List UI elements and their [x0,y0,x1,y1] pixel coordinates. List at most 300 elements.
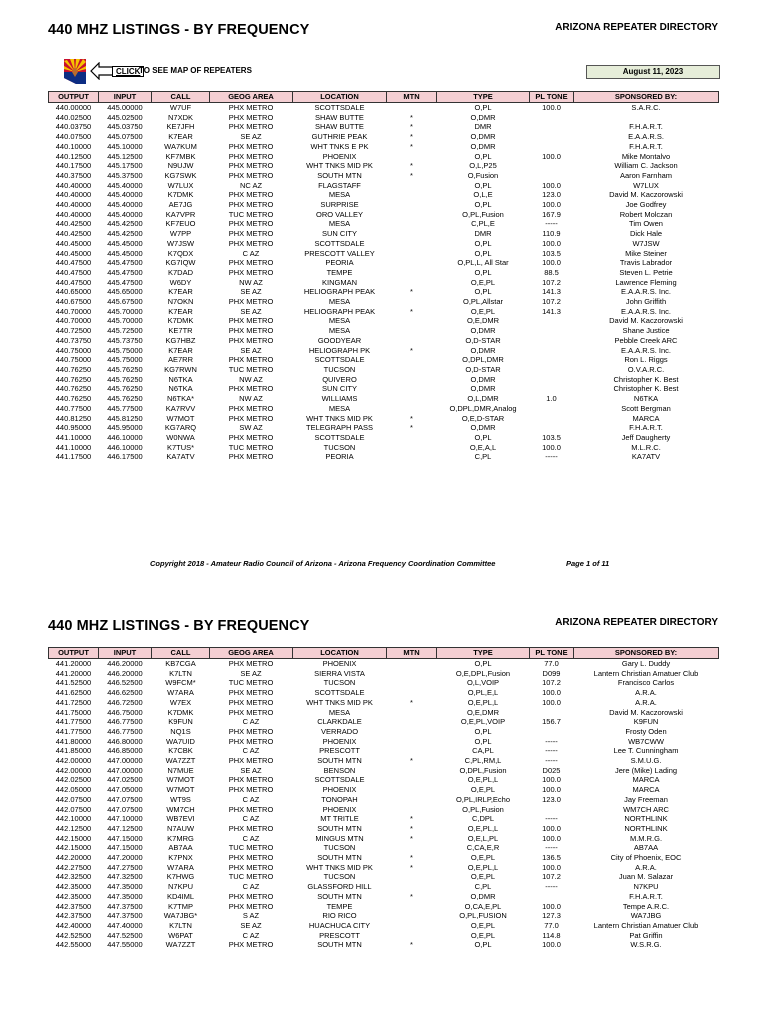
cell-sponsored-by: David M. Kaczorowski [609,190,683,200]
cell-type: C,PL,E [471,219,495,229]
header-row [49,92,719,103]
cell-input: 445.10000 [107,141,143,151]
cell-input: 447.07500 [107,804,143,814]
cell-type: O,E,PL,L [467,862,499,872]
cell-call: N7OKN [167,297,194,307]
map-link[interactable] [62,58,322,86]
cell-output: 442.15000 [55,843,92,853]
cell-type: O,E,DPL,Fusion [455,668,511,678]
table-row [49,190,719,200]
cell-input: 445.17500 [107,161,143,171]
cell-call: WA7UID [166,736,195,746]
cell-output: 442.52500 [55,930,92,940]
cell-call: W6DY [169,277,192,287]
cell-sponsored-by: W7JSW [632,238,660,248]
cell-call: W7EX [169,697,192,707]
cell-pl-tone [530,346,574,356]
cell-type: O,E,PL,L [467,775,499,785]
cell-call: K7EAR [168,306,193,316]
cell-call: K7EAR [168,345,193,355]
cell-pl-tone [530,161,574,171]
cell-input: 445.76250 [107,374,143,384]
cell-input: 447.00000 [107,756,143,766]
cell-input: 445.42500 [107,229,143,239]
cell-location: VERRADO [320,726,359,736]
cell-type: O,PL,FUSION [459,911,507,921]
cell-sponsored-by: Ron L. Riggs [624,355,668,365]
cell-sponsored-by: Juan M. Salazar [618,872,674,882]
cell-sponsored-by: Tempe A.R.C. [622,901,670,911]
cell-location: MESA [328,403,351,413]
cell-mtn: * [410,833,413,843]
cell-call: N9UJW [167,161,194,171]
table-row [49,171,719,181]
col-output-header: OUTPUT [49,648,99,659]
cell-location: TEMPE [326,267,353,277]
cell-input: 447.32500 [107,872,143,882]
table-row [49,443,719,453]
cell-type: O,E,PL [470,872,496,882]
date-box: August 11, 2023 [586,65,720,79]
table-row [49,375,719,385]
table-row [49,249,719,259]
cell-output: 442.37500 [55,911,92,921]
cell-mtn [387,452,437,462]
cell-call: N6TKA [168,374,193,384]
col-location-header: LOCATION [293,92,387,103]
cell-mtn: * [410,862,413,872]
cell-input: 447.27500 [107,862,143,872]
cell-geog-area: C AZ [242,814,260,824]
cell-mtn [387,785,437,795]
table-row [49,452,719,462]
cell-mtn [387,229,437,239]
cell-pl-tone: ----- [545,756,558,766]
cell-location: WHT TNKS MID PK [306,413,373,423]
cell-call: W7UF [169,103,192,112]
cell-pl-tone: ----- [545,814,558,824]
cell-geog-area: PHX METRO [228,335,274,345]
cell-location: SHAW BUTTE [315,112,364,122]
listing-body [49,103,719,463]
cell-sponsored-by: MARCA [632,775,660,785]
cell-geog-area: SE AZ [240,287,262,297]
table-row [49,872,719,882]
cell-type: O,PL [474,248,492,258]
cell-output: 440.47500 [55,267,92,277]
cell-mtn [387,239,437,249]
cell-input: 447.00000 [107,765,143,775]
cell-call: K7DAD [167,267,193,277]
cell-output: 441.75000 [55,707,92,717]
col-geog-area-header: GEOG AREA [210,648,293,659]
cell-location: FLAGSTAFF [318,180,361,190]
directory-name: ARIZONA REPEATER DIRECTORY [555,617,718,628]
cell-output: 441.77500 [55,717,92,727]
cell-geog-area: PHX METRO [228,432,274,442]
cell-output: 440.75000 [55,355,92,365]
cell-input: 446.72500 [107,697,143,707]
cell-geog-area: C AZ [242,833,260,843]
table-row [49,278,719,288]
cell-sponsored-by: E.A.A.R.S. Inc. [620,345,672,355]
cell-mtn [387,443,437,453]
cell-mtn: * [410,345,413,355]
cell-pl-tone [530,142,574,152]
col-location-header: LOCATION [293,648,387,659]
cell-call: WM7CH [166,804,195,814]
cell-sponsored-by: Tim Owen [629,219,663,229]
cell-sponsored-by: Gary L. Duddy [621,659,671,668]
cell-type: O,PL [474,940,492,950]
cell-output: 442.00000 [55,756,92,766]
col-output-header: OUTPUT [49,92,99,103]
cell-output: 441.62500 [55,688,92,698]
cell-location: SCOTTSDALE [314,775,365,785]
cell-call: K7LTN [169,920,192,930]
cell-geog-area: SE AZ [240,765,262,775]
cell-pl-tone: 110.9 [542,229,561,239]
cell-sponsored-by: Mike Steiner [625,248,667,258]
cell-input: 446.20000 [107,659,143,668]
cell-call: KG7RWN [164,364,197,374]
cell-call: WA7ZZT [165,756,196,766]
table-row [49,268,719,278]
cell-sponsored-by [574,113,719,123]
cell-location: MESA [328,297,351,307]
cell-location: TONOPAH [321,794,358,804]
cell-type: O,E,PL,VOIP [460,717,506,727]
cell-output: 440.70000 [55,316,92,326]
cell-input: 445.40000 [107,200,143,210]
cell-input: 446.62500 [107,688,143,698]
cell-geog-area: PHX METRO [228,170,274,180]
col-sponsored-by-header: SPONSORED BY: [574,92,719,103]
cell-sponsored-by: Steven L. Petrie [619,267,673,277]
cell-output: 440.45000 [55,248,92,258]
cell-sponsored-by: F.H.A.R.T. [629,891,663,901]
cell-mtn [387,278,437,288]
col-pl-tone-header: PL TONE [530,92,574,103]
cell-location: SCOTTSDALE [314,238,365,248]
cell-type: O,PL [474,180,492,190]
listing-body [49,659,719,951]
cell-sponsored-by: Mike Montalvo [621,151,671,161]
cell-sponsored-by: WB7CWW [628,736,664,746]
cell-output: 440.76250 [55,364,92,374]
cell-output: 441.20000 [55,668,92,678]
cell-geog-area: PHX METRO [228,219,274,229]
cell-geog-area: PHX METRO [228,151,274,161]
table-row [49,698,719,708]
cell-input: 445.67500 [107,297,143,307]
cell-location: SOUTH MTN [317,853,362,863]
cell-mtn [387,210,437,220]
cell-input: 446.77500 [107,726,143,736]
cell-geog-area: PHX METRO [228,707,274,717]
cell-type: O,PL,Fusion [462,804,504,814]
table-row [49,152,719,162]
cell-geog-area: PHX METRO [228,853,274,863]
cell-sponsored-by: Lantern Christian Amatuer Club [593,668,699,678]
cell-pl-tone: 88.5 [544,267,559,277]
cell-geog-area: TUC METRO [228,442,274,452]
cell-location: PHOENIX [322,804,357,814]
table-row [49,911,719,921]
cell-input: 447.35000 [107,882,143,892]
cell-input: 447.37500 [107,911,143,921]
cell-output: 442.32500 [55,872,92,882]
cell-mtn [387,268,437,278]
cell-location: PHOENIX [322,736,357,746]
cell-pl-tone: 77.0 [544,920,559,930]
cell-call: K7CBK [168,746,193,756]
cell-geog-area: PHX METRO [228,190,274,200]
cell-output: 440.42500 [55,229,92,239]
cell-sponsored-by: Jere (Mike) Lading [614,765,678,775]
cell-geog-area: PHX METRO [228,726,274,736]
cell-input: 445.00000 [107,103,143,112]
cell-call: K7QDX [167,248,194,258]
cell-input: 446.10000 [107,432,143,442]
cell-pl-tone [530,365,574,375]
cell-type: O,PL,Fusion [462,209,504,219]
cell-call: KG7SWK [164,170,197,180]
cell-sponsored-by: M.M.R.G. [629,833,663,843]
cell-type: O,E,PL,L [467,823,499,833]
cell-output: 440.02500 [55,112,92,122]
cell-type: O,E,PL [470,785,496,795]
table-row [49,414,719,424]
cell-type: O,PL [474,151,492,161]
cell-sponsored-by: F.H.A.R.T. [629,423,663,433]
cell-pl-tone: ----- [545,219,558,229]
cell-output: 440.10000 [55,141,92,151]
click-map-button[interactable]: CLICK [112,66,144,77]
cell-type: O,PL [474,267,492,277]
cell-sponsored-by: K9FUN [633,717,659,727]
cell-sponsored-by: Christopher K. Best [613,384,679,394]
cell-geog-area: C AZ [242,248,260,258]
cell-type: O,Fusion [467,170,499,180]
cell-input: 445.40000 [107,190,143,200]
arizona-map-icon[interactable] [62,58,88,86]
cell-sponsored-by: W7LUX [633,180,659,190]
table-row [49,355,719,365]
cell-pl-tone: ----- [545,736,558,746]
cell-pl-tone: 107.2 [542,678,561,688]
table-row [49,882,719,892]
cell-pl-tone: 103.5 [542,248,561,258]
cell-geog-area: SW AZ [239,423,263,433]
table-row [49,210,719,220]
cell-geog-area: C AZ [242,717,260,727]
cell-location: PHOENIX [322,151,357,161]
col-type-header: TYPE [437,92,530,103]
cell-input: 446.20000 [107,668,143,678]
cell-mtn [387,152,437,162]
cell-pl-tone: ----- [545,746,558,756]
table-row [49,423,719,433]
cell-mtn [387,717,437,727]
cell-sponsored-by: S.M.U.G. [630,756,662,766]
cell-type: O,PL [474,287,492,297]
table-row [49,346,719,356]
cell-output: 442.07500 [55,804,92,814]
cell-call: W7ARA [167,688,194,698]
cell-sponsored-by: Francisco Carlos [617,678,675,688]
cell-location: KINGMAN [321,277,357,287]
cell-mtn: * [410,287,413,297]
cell-sponsored-by: Aaron Farnham [619,170,673,180]
cell-type: O,E,PL [470,306,496,316]
cell-sponsored-by: Dick Hale [629,229,663,239]
cell-input: 445.03750 [107,122,143,132]
cell-output: 441.52500 [55,678,92,688]
cell-geog-area: SE AZ [240,132,262,142]
cell-mtn: * [410,413,413,423]
table-row [49,931,719,941]
cell-location: HELIOGRAPH PEAK [303,306,376,316]
cell-call: WT9S [170,794,191,804]
table-row [49,785,719,795]
cell-sponsored-by: NORTHLINK [624,823,668,833]
cell-mtn [387,688,437,698]
cell-pl-tone: 127.3 [542,911,561,921]
cell-location: MESA [328,316,351,326]
cell-output: 442.55000 [55,940,92,950]
cell-sponsored-by: M.L.R.C. [631,442,661,452]
col-geog-area-header: GEOG AREA [210,92,293,103]
cell-pl-tone: 100.0 [542,258,561,268]
cell-geog-area: PHX METRO [228,161,274,171]
table-row [49,336,719,346]
cell-output: 440.77500 [55,403,92,413]
cell-pl-tone: D099 [542,668,561,678]
cell-type: O,L,DMR [467,394,499,404]
cell-geog-area: PHX METRO [228,112,274,122]
cell-location: HUACHUCA CITY [308,920,371,930]
table-row [49,384,719,394]
cell-call: WA7JBG* [163,911,198,921]
cell-output: 440.81250 [55,413,92,423]
cell-sponsored-by: William C. Jackson [614,161,678,171]
cell-mtn [387,766,437,776]
cell-output: 442.27500 [55,862,92,872]
cell-pl-tone: 100.0 [542,940,561,950]
cell-location: PEORIA [325,258,354,268]
cell-input: 445.75000 [107,355,143,365]
cell-input: 445.76250 [107,364,143,374]
cell-location: MESA [328,190,351,200]
cell-sponsored-by: AB7AA [633,843,659,853]
cell-mtn: * [410,122,413,132]
cell-mtn [387,669,437,679]
cell-geog-area: PHX METRO [228,403,274,413]
listing-table [48,91,719,462]
cell-type: O,E,PL [470,853,496,863]
cell-input: 445.40000 [107,180,143,190]
cell-type: O,DMR [470,112,496,122]
cell-location: SUN CITY [321,384,357,394]
cell-mtn [387,659,437,669]
table-row [49,103,719,113]
cell-mtn [387,708,437,718]
cell-mtn [387,775,437,785]
cell-call: W6PAT [168,930,193,940]
cell-sponsored-by: Joe Godfrey [625,200,667,210]
cell-input: 445.45000 [107,248,143,258]
cell-mtn [387,727,437,737]
cell-type: DMR [474,122,492,132]
cell-mtn: * [410,306,413,316]
cell-pl-tone: 100.0 [542,775,561,785]
table-row [49,737,719,747]
cell-type: C,PL,RM,L [464,756,502,766]
cell-pl-tone [530,727,574,737]
cell-call: W9FCM* [165,678,196,688]
cell-call: WA7ZZT [165,940,196,950]
cell-geog-area: C AZ [242,746,260,756]
cell-sponsored-by: A.R.A. [635,862,657,872]
cell-mtn [387,384,437,394]
cell-output: 442.37500 [55,901,92,911]
table-row [49,921,719,931]
cell-output: 440.76250 [55,384,92,394]
cell-call: K7MRG [167,833,194,843]
table-row [49,200,719,210]
cell-call: K7DMK [167,190,194,200]
cell-geog-area: PHX METRO [228,258,274,268]
cell-sponsored-by: A.R.A. [635,688,657,698]
cell-location: MT TRITLE [320,814,359,824]
table-row [49,756,719,766]
cell-mtn: * [410,814,413,824]
cell-pl-tone [530,423,574,433]
cell-call: N7MUE [167,765,194,775]
cell-sponsored-by: Robert Molczan [619,209,673,219]
cell-location: MESA [328,326,351,336]
cell-input: 447.15000 [107,833,143,843]
cell-location: BENSON [323,765,356,775]
cell-geog-area: NC AZ [239,180,263,190]
cell-geog-area: TUC METRO [228,209,274,219]
cell-input: 447.55000 [107,940,143,950]
table-row [49,181,719,191]
cell-sponsored-by: David M. Kaczorowski [609,316,683,326]
cell-input: 447.52500 [107,930,143,940]
cell-location: SOUTH MTN [317,823,362,833]
cell-type: O,PL [474,432,492,442]
cell-mtn: * [410,853,413,863]
cell-output: 440.45000 [55,238,92,248]
cell-pl-tone: 141.3 [542,287,561,297]
cell-geog-area: C AZ [242,930,260,940]
cell-pl-tone: 141.3 [542,306,561,316]
cell-call: KB7CGA [165,659,196,668]
cell-geog-area: TUC METRO [228,872,274,882]
cell-type: O,DMR [470,384,496,394]
cell-call: K7EAR [168,287,193,297]
cell-type: O,DMR [470,891,496,901]
cell-sponsored-by: Pat Griffin [629,930,663,940]
cell-location: SIERRA VISTA [314,668,365,678]
listing-table [48,647,719,950]
cell-sponsored-by: NORTHLINK [624,814,668,824]
cell-mtn [387,297,437,307]
col-input-header: INPUT [99,92,152,103]
cell-type: C,PL [474,452,492,462]
